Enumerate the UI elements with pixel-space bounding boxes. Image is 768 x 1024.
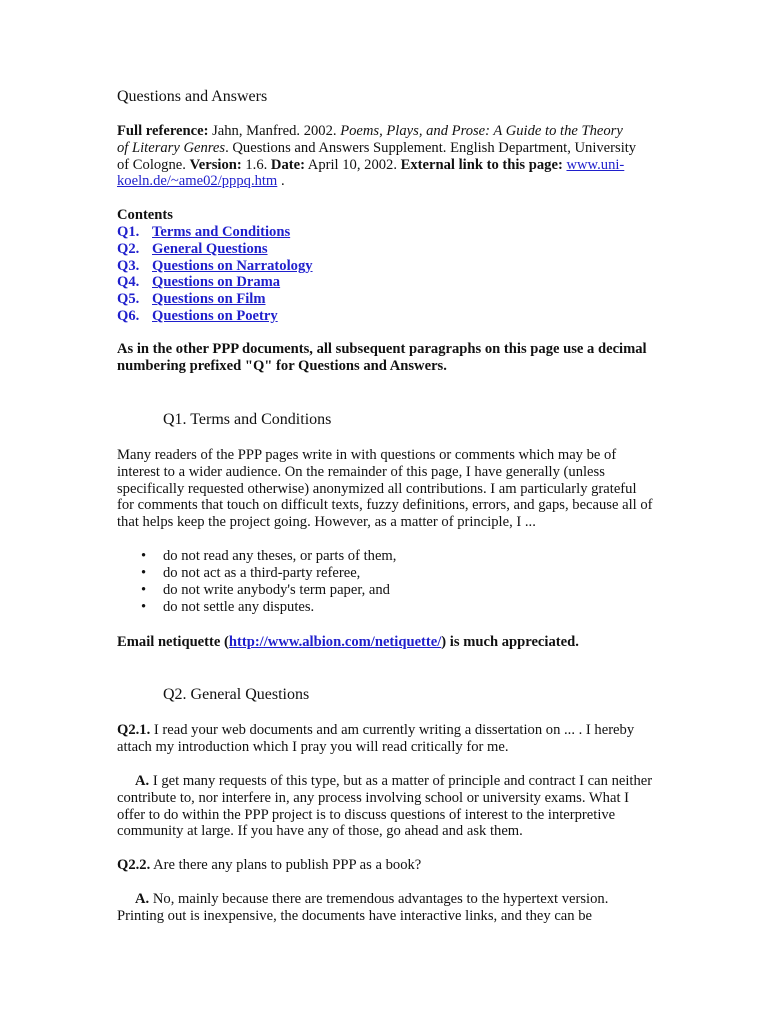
reference-author: Jahn, Manfred. 2002.	[208, 123, 341, 139]
list-item	[117, 548, 396, 565]
bullet-glyph: •	[141, 599, 147, 615]
q2-1-label: Q2.1.	[117, 722, 151, 738]
a2-2-label: A.	[135, 891, 150, 907]
external-link-label: External link to this page:	[400, 156, 563, 173]
reference-label: Full reference:	[117, 123, 209, 139]
toc-number: Q3.	[117, 257, 140, 274]
q2-1-question	[117, 722, 653, 756]
toc-label: Questions on Poetry	[152, 307, 278, 324]
contents-heading: Contents	[117, 207, 173, 223]
list-item-text: do not write anybody's term paper, and	[163, 582, 390, 598]
version-value: 1.6.	[241, 156, 271, 173]
toc-link-general[interactable]	[117, 241, 268, 257]
toc-number: Q4.	[117, 274, 140, 291]
toc-item	[117, 274, 313, 291]
a2-1-text: I get many requests of this type, but as a matter of principle and contract I can neither contribute to, nor interfere in, any process involving school or university exams. What I offer to do within the PPP project is to discuss questions of interest to the interpretive community at large. If you have any of those, go ahead and ask them.	[117, 773, 653, 840]
toc-label: General Questions	[152, 240, 268, 257]
bullet-glyph: •	[141, 565, 147, 581]
bullet-glyph: •	[141, 582, 147, 598]
toc-item	[117, 308, 313, 325]
reference-rest: . Questions and Answers Supplement. English Department, University of Cologne.	[117, 139, 637, 173]
list-item	[117, 599, 396, 616]
list-item	[117, 582, 396, 599]
q2-2-question	[117, 857, 653, 874]
toc-number: Q5.	[117, 291, 140, 308]
email-prefix: Email netiquette (	[117, 634, 229, 650]
q2-1-answer	[117, 773, 653, 840]
a2-2-text: No, mainly because there are tremendous advantages to the hypertext version. Printing out is inexpensive, the documents have interactive links, and they can be	[117, 891, 609, 924]
date-label: Date:	[270, 156, 305, 173]
toc-number: Q2.	[117, 240, 140, 257]
q2-2-answer	[117, 891, 653, 925]
toc-link-narratology[interactable]	[117, 258, 313, 274]
toc-label: Questions on Narratology	[152, 257, 313, 274]
toc-number: Q6.	[117, 307, 140, 324]
email-netiquette-line	[117, 634, 653, 651]
toc-item	[117, 241, 313, 258]
toc-item	[117, 258, 313, 275]
full-reference	[117, 123, 637, 190]
q1-intro-paragraph: Many readers of the PPP pages write in with questions or comments which may be of interest to a wider audience. On the remainder of this page, I have generally (unless specifically requested otherwise) anonymized all contributions. I am particularly grateful for comments that touch on difficult texts, fuzzy definitions, errors, and gaps, because all of that helps keep the project going. However, as a matter of principle, I ...	[117, 447, 653, 531]
toc-link-film[interactable]	[117, 291, 266, 307]
q1-bullet-list	[117, 548, 396, 616]
numbering-note: As in the other PPP documents, all subsequent paragraphs on this page use a decimal numbering prefixed "Q" for Questions and Answers.	[117, 341, 647, 374]
toc-link-drama[interactable]	[117, 274, 280, 290]
external-url-link[interactable]: www.uni-koeln.de/~ame02/pppq.htm	[117, 156, 625, 190]
reference-book-title: Poems, Plays, and Prose: A Guide to the Theory of Literary Genres	[117, 123, 623, 156]
section-heading-q2: Q2. General Questions	[163, 686, 310, 703]
bullet-glyph: •	[141, 548, 147, 564]
email-suffix: ) is much appreciated.	[441, 634, 579, 650]
netiquette-link[interactable]: http://www.albion.com/netiquette/	[228, 634, 442, 650]
list-item-text: do not read any theses, or parts of them,	[163, 548, 397, 564]
list-item-text: do not settle any disputes.	[163, 599, 315, 615]
toc-link-poetry[interactable]	[117, 308, 278, 324]
q2-2-label: Q2.2.	[117, 857, 151, 873]
version-label: Version:	[189, 156, 242, 173]
toc-label: Terms and Conditions	[152, 224, 291, 240]
url-suffix: .	[277, 173, 285, 190]
toc-label: Questions on Film	[152, 291, 266, 308]
page-title: Questions and Answers	[117, 88, 268, 105]
section-heading-q1: Q1. Terms and Conditions	[163, 411, 332, 428]
q2-2-text: Are there any plans to publish PPP as a book?	[150, 857, 422, 873]
table-of-contents	[117, 224, 313, 325]
toc-item	[117, 291, 313, 308]
list-item-text: do not act as a third-party referee,	[163, 565, 361, 581]
toc-link-terms[interactable]	[117, 224, 290, 240]
q2-1-text: I read your web documents and am currently writing a dissertation on ... . I hereby attach my introduction which I pray you will read critically for me.	[117, 722, 635, 755]
a2-1-label: A.	[135, 773, 150, 789]
toc-label: Questions on Drama	[152, 274, 281, 291]
date-value: April 10, 2002.	[304, 156, 401, 173]
toc-item	[117, 224, 313, 241]
toc-number: Q1.	[117, 224, 140, 240]
list-item	[117, 565, 396, 582]
